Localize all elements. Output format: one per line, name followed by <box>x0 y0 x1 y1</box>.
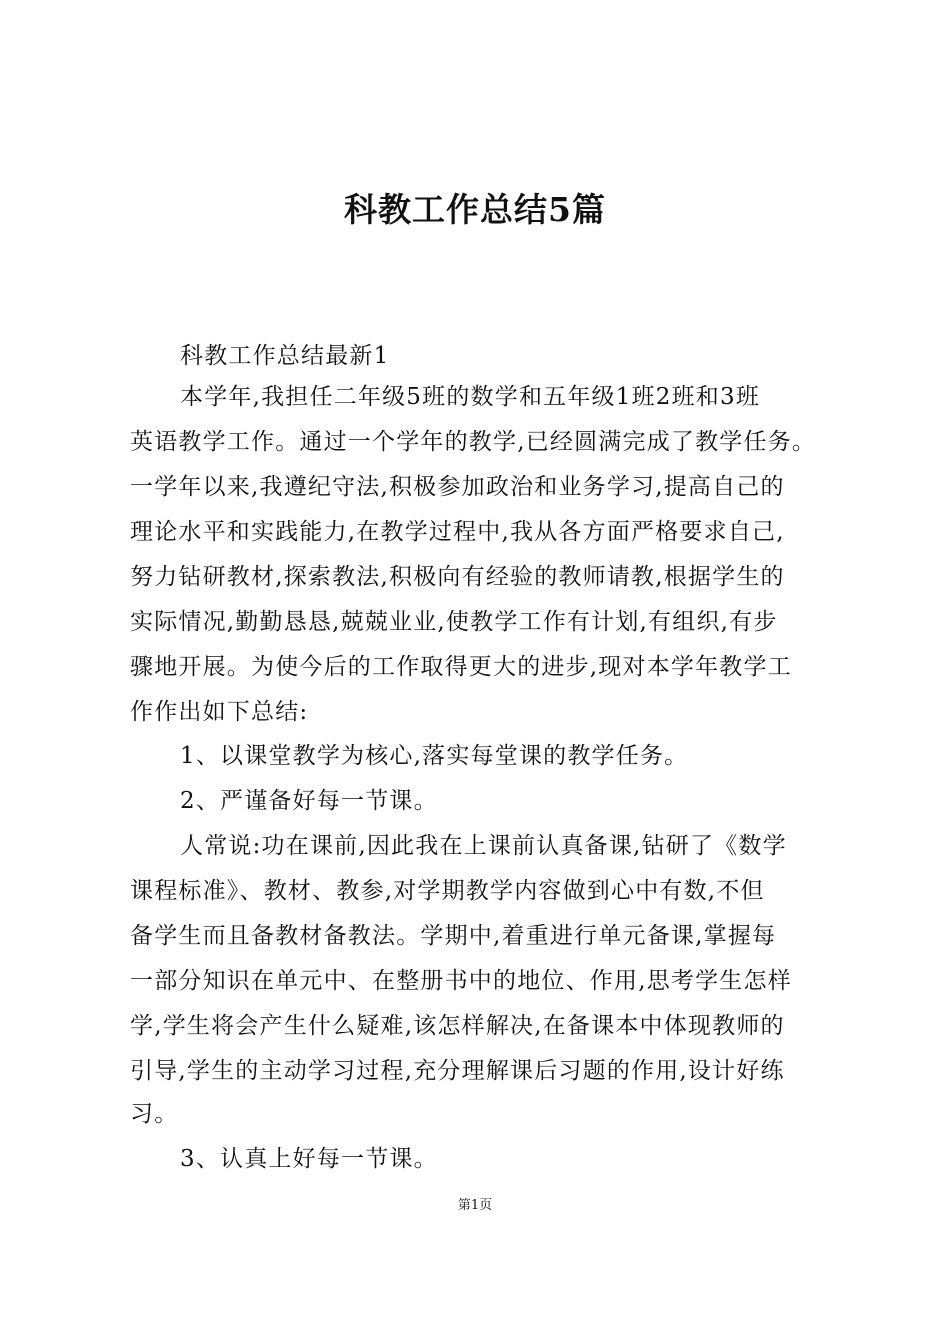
paragraph-line: 备学生而且备教材备教法。学期中,着重进行单元备课,掌握每 <box>130 923 777 949</box>
paragraph-line: 一学年以来,我遵纪守法,积极参加政治和业务学习,提高自己的 <box>130 474 785 500</box>
list-item: 3、认真上好每一节课。 <box>180 1146 438 1172</box>
paragraph-line: 英语教学工作。通过一个学年的教学,已经圆满完成了教学任务。 <box>130 429 817 455</box>
paragraph-line: 本学年,我担任二年级5班的数学和五年级1班2班和3班 <box>180 384 761 410</box>
paragraph-line: 实际情况,勤勤恳恳,兢兢业业,使教学工作有计划,有组织,有步 <box>130 609 778 635</box>
paragraph-line: 骤地开展。为使今后的工作取得更大的进步,现对本学年教学工 <box>130 654 792 680</box>
list-item: 2、严谨备好每一节课。 <box>180 788 438 814</box>
list-item: 1、以课堂教学为核心,落实每堂课的教学任务。 <box>180 743 689 769</box>
paragraph-line: 人常说:功在课前,因此我在上课前认真备课,钻研了《数学 <box>180 833 787 859</box>
paragraph-line: 一部分知识在单元中、在整册书中的地位、作用,思考学生怎样 <box>130 968 792 994</box>
paragraph-line: 课程标准》、教材、教参,对学期教学内容做到心中有数,不但 <box>130 878 765 904</box>
paragraph-line: 习。 <box>130 1101 179 1127</box>
document-title: 科教工作总结5篇 <box>344 190 606 229</box>
paragraph-line: 理论水平和实践能力,在教学过程中,我从各方面严格要求自己, <box>130 519 785 545</box>
page-number: 第1页 <box>457 1198 493 1213</box>
paragraph-line: 作作出如下总结: <box>130 699 309 725</box>
paragraph-line: 努力钻研教材,探索教法,积极向有经验的教师请教,根据学生的 <box>130 564 785 590</box>
paragraph-line: 学,学生将会产生什么疑难,该怎样解决,在备课本中体现教师的 <box>130 1013 785 1039</box>
paragraph-line: 引导,学生的主动学习过程,充分理解课后习题的作用,设计好练 <box>130 1058 785 1084</box>
paragraph-heading: 科教工作总结最新1 <box>180 343 390 369</box>
